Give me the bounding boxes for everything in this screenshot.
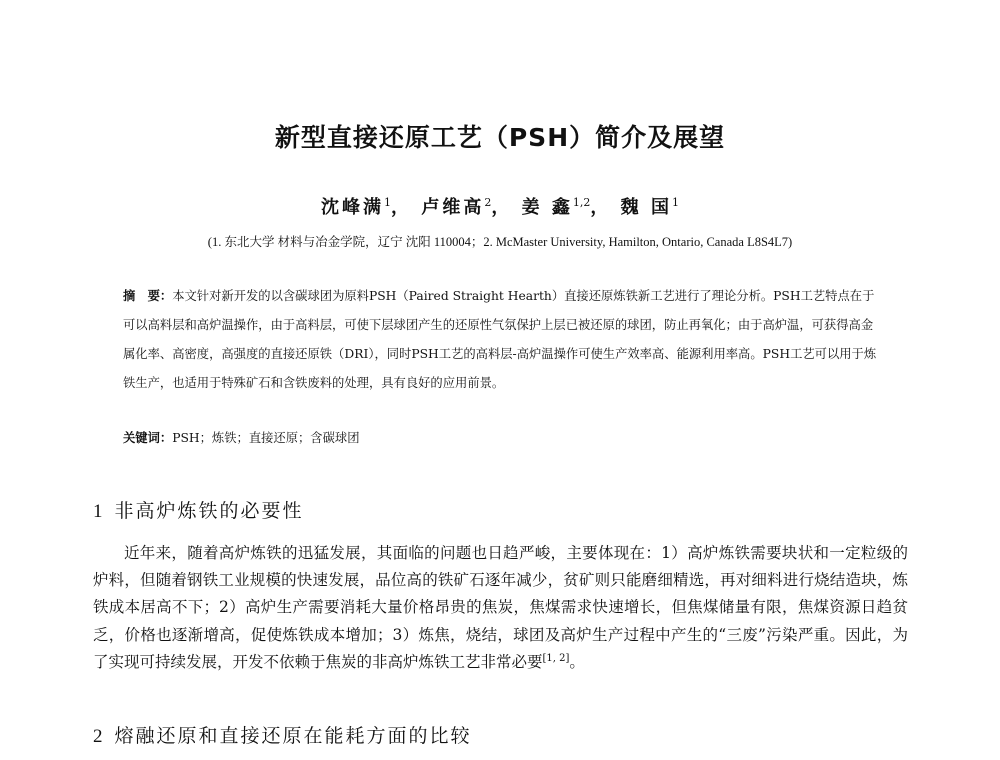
- author-affiliation-mark: 1: [671, 196, 679, 209]
- author-name: 姜 鑫: [521, 197, 573, 218]
- author-list: [0, 193, 1000, 219]
- author-name: 魏 国: [620, 197, 672, 218]
- abstract-text: 本文针对新开发的以含碳球团为原料PSH（Paired Straight Hearth）直接还原炼铁新工艺进行了理论分析。PSH工艺特点在于可以高料层和高炉温操作，由于高料层，可使下层球团产生的还原性气氛保护上层已被还原的球团，防止再氧化；由于高炉温，可获得高金属化率、高密度，高强度的直接还原铁（DRI），同时PSH工艺的高料层-高炉温操作可使生产效率高、能源利用率高。PSH工艺可以用于炼铁生产，也适用于特殊矿石和含铁废料的处理，具有良好的应用前景。: [123, 289, 877, 390]
- abstract-label: 摘 要：: [123, 289, 173, 303]
- body-paragraph: [93, 540, 908, 676]
- section-number: 1: [93, 501, 105, 522]
- paragraph-text: 近年来，随着高炉炼铁的迅猛发展，其面临的问题也日趋严峻，主要体现在：1）高炉炼铁需要块状和一定粒级的炉料，但随着钢铁工业规模的快速发展，品位高的铁矿石逐年减少，贫矿则只能磨细精选，再对细料进行烧结造块，炼铁成本居高不下；2）高炉生产需要消耗大量价格昂贵的焦炭，焦煤需求快速增长，但焦煤储量有限，焦煤资源日趋贫乏，价格也逐渐增高，促使炼铁成本增加；3）炼焦，烧结，球团及高炉生产过程中产生的“三废”污染严重。因此，为了实现可持续发展，开发不依赖于焦炭的非高炉炼铁工艺非常必要: [93, 544, 908, 671]
- affiliation-line: (1. 东北大学 材料与冶金学院，辽宁 沈阳 110004；2. McMaster University, Hamilton, Ontario, Canada L8S4L7): [207, 235, 793, 249]
- keywords: [123, 428, 883, 448]
- section-heading: [93, 721, 472, 748]
- author-separator: ，: [391, 197, 413, 218]
- citation: [1, 2]: [542, 652, 570, 664]
- paragraph-end: 。: [569, 652, 585, 671]
- section-number: 2: [93, 726, 105, 747]
- keywords-text: PSH；炼铁；直接还原；含碳球团: [172, 431, 360, 445]
- author-name: 卢维高: [421, 197, 485, 218]
- author-name: 沈峰满: [321, 197, 385, 218]
- author-affiliation-mark: 2: [484, 196, 492, 209]
- author-separator: ，: [590, 197, 612, 218]
- section-heading: [93, 496, 304, 523]
- paper-title: 新型直接还原工艺（PSH）简介及展望: [274, 123, 726, 152]
- author-affiliation-mark: 1: [384, 196, 392, 209]
- section-title: 熔融还原和直接还原在能耗方面的比较: [114, 725, 472, 747]
- abstract: [123, 282, 883, 398]
- author-affiliation-mark: 1,2: [572, 196, 591, 209]
- keywords-label: 关键词：: [123, 431, 173, 445]
- author-separator: ，: [491, 197, 513, 218]
- section-title: 非高炉炼铁的必要性: [114, 500, 304, 522]
